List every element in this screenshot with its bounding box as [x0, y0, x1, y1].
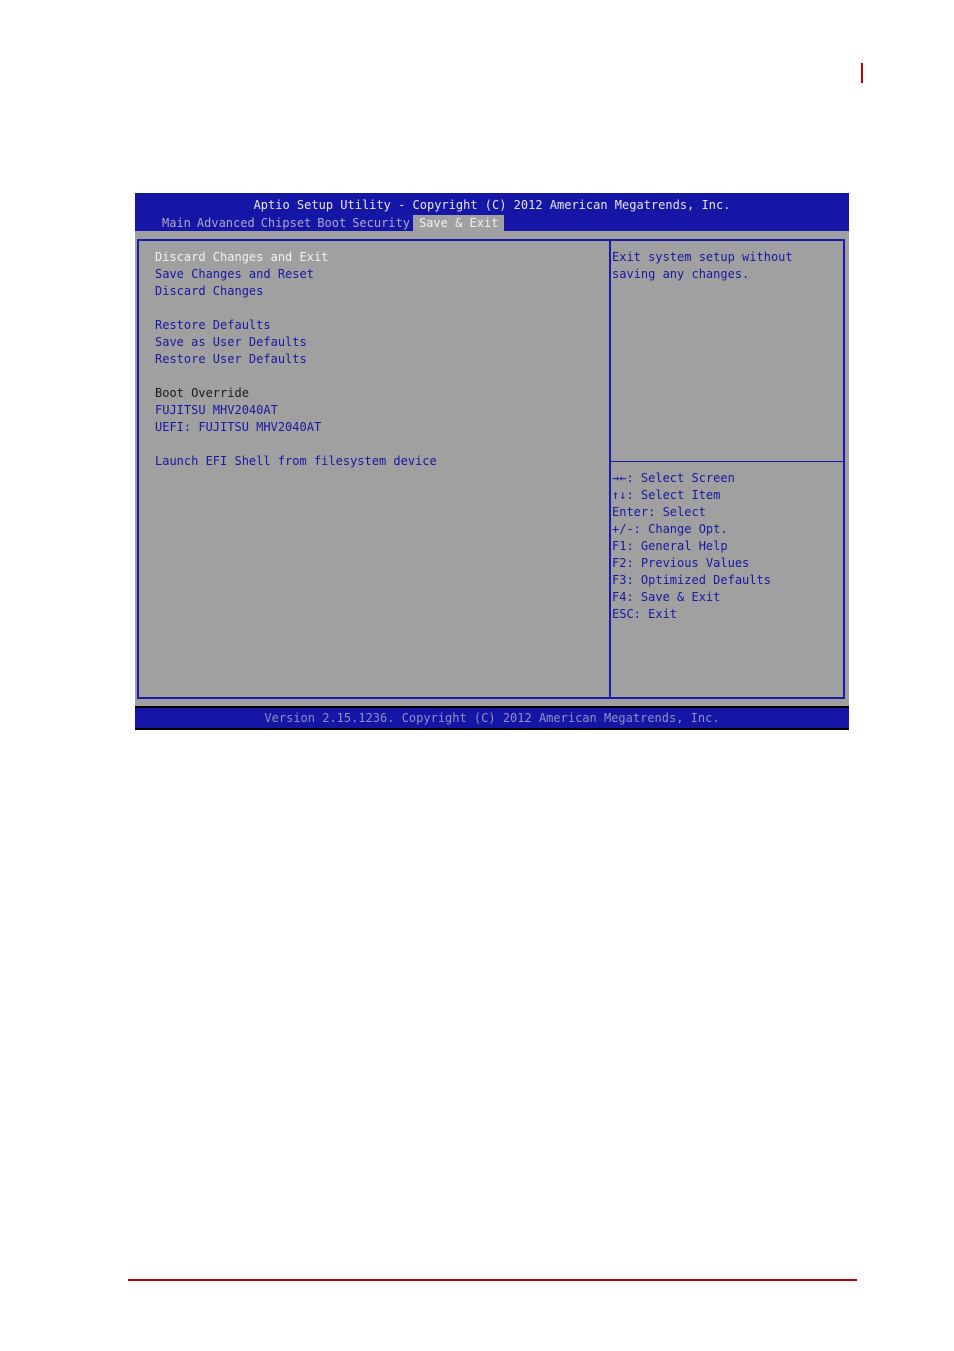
- menu-item-discard-changes-and-exit[interactable]: Discard Changes and Exit: [155, 250, 329, 264]
- key-help-f3: F3: Optimized Defaults: [612, 573, 771, 587]
- menu-pane: [137, 239, 611, 699]
- page-corner-mark: [861, 63, 863, 83]
- key-help-enter: Enter: Select: [612, 505, 706, 519]
- bios-header: [135, 193, 849, 231]
- tab-advanced[interactable]: Advanced: [196, 216, 255, 230]
- bios-tab-bar: [159, 215, 504, 231]
- tab-chipset[interactable]: Chipset: [260, 216, 312, 230]
- menu-item-boot-uefi-fujitsu[interactable]: UEFI: FUJITSU MHV2040AT: [155, 420, 322, 434]
- key-help-f4: F4: Save & Exit: [612, 590, 721, 604]
- menu-item-save-changes-and-reset[interactable]: Save Changes and Reset: [155, 267, 314, 281]
- key-help-select-screen: →←: Select Screen: [612, 471, 735, 485]
- key-help-change-opt: +/-: Change Opt.: [612, 522, 728, 536]
- bios-body: [135, 231, 849, 706]
- key-help-f2: F2: Previous Values: [612, 556, 750, 570]
- tab-save-exit[interactable]: Save & Exit: [413, 215, 504, 231]
- bios-screenshot: [135, 193, 849, 730]
- version-text: Version 2.15.1236. Copyright (C) 2012 American Megatrends, Inc.: [264, 711, 720, 725]
- menu-item-restore-defaults[interactable]: Restore Defaults: [155, 318, 271, 332]
- help-text-line: Exit system setup without: [612, 250, 793, 264]
- tab-main[interactable]: Main: [162, 216, 191, 230]
- tab-boot[interactable]: Boot: [317, 216, 347, 230]
- menu-item-save-user-defaults[interactable]: Save as User Defaults: [155, 335, 307, 349]
- menu-item-launch-efi-shell[interactable]: Launch EFI Shell from filesystem device: [155, 454, 437, 468]
- menu-item-discard-changes[interactable]: Discard Changes: [155, 284, 264, 298]
- key-help-esc: ESC: Exit: [612, 607, 678, 621]
- key-help-f1: F1: General Help: [612, 539, 728, 553]
- page-footer-rule: [128, 1279, 857, 1281]
- help-divider: [609, 461, 843, 462]
- tab-security[interactable]: Security: [352, 216, 410, 230]
- bios-title: Aptio Setup Utility - Copyright (C) 2012 American Megatrends, Inc.: [253, 198, 731, 212]
- help-pane: [609, 239, 845, 699]
- bios-footer: [135, 708, 849, 728]
- menu-item-restore-user-defaults[interactable]: Restore User Defaults: [155, 352, 307, 366]
- help-text-line: saving any changes.: [612, 267, 750, 281]
- boot-override-heading: Boot Override: [155, 386, 249, 400]
- key-help-select-item: ↑↓: Select Item: [612, 488, 721, 502]
- menu-item-boot-fujitsu[interactable]: FUJITSU MHV2040AT: [155, 403, 278, 417]
